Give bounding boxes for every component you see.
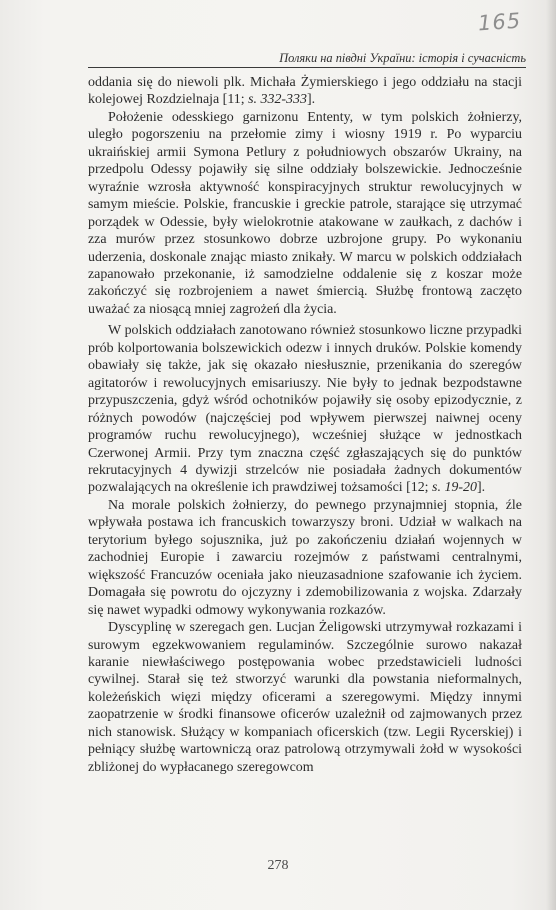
citation-pages: s. 19-20 [432, 480, 477, 496]
running-head-title: Поляки на півдні України: історія і сучасність [279, 51, 526, 65]
citation-pages: s. 332-333 [248, 92, 307, 108]
binding-shadow [546, 0, 556, 910]
body-text [88, 74, 522, 776]
handwritten-page-number: 165 [477, 8, 522, 36]
paragraph: Na morale polskich żołnierzy, do pewnego przynajmniej stopnia, źle wpływała postawa ich francuskich towarzyszy broni. Udział w walkach na terytorium byłego sojusznika, już po zakończeniu działań wojennych w zachodniej Europie i zawarciu rozejmów z państwami centralnymi, większość Francuzów oceniała jako nieuzasadnione szafowanie ich życiem. Domagała się powrotu do ojczyzny i zdemobilizowania z wojska. Zdarzały się nawet wypadki odmowy wykonywania rozkazów. [88, 497, 522, 618]
paragraph: W polskich oddziałach zanotowano również stosunkowo liczne przypadki prób kolportowania bolszewickich odezw i innych druków. Polskie komendy obawiały się także, jak się okazało niesłusznie, przenikania do szeregów agitatorów i rewolucyjnych emisariuszy. Nie były to jednak bezpodstawne przypuszczenia, gdyż wśród ochotników pojawiły się osoby epizodycznie, z różnych powodów (najczęściej pod wpływem pierwszej naiwnej oceny programów ruchu rewolucyjnego), wcześniej służące w jednostkach Czerwonej Armii. Przy tym znaczna część zgłaszających się do punktów rekrutacyjnych 4 dywizji strzelców nie posiadała żadnych dokumentów pozwalających na określenie ich prawdziwej tożsamości [12; s. 19-20]. [88, 323, 522, 496]
paragraph: Położenie odesskiego garnizonu Ententy, w tym polskich żołnierzy, uległo pogorszeniu na przełomie zimy i wiosny 1919 r. Po wyparciu ukraińskiej armii Symona Petlury z południowych obszarów Ukrainy, na przedpolu Odessy pojawiły się silne oddziały bolszewickie. Jednocześnie wyraźnie wzrosła aktywność konspiracyjnych struktur rewolucyjnych w samym mieście. Polskie, francuskie i greckie patrole, starające się utrzymać porządek w Odessie, były wielokrotnie atakowane w zaułkach, z dachów i zza murów przez stosunkowo dobrze uzbrojone grupy. Po wykonaniu uderzenia, doskonale znając miasto znikały. W marcu w polskich oddziałach zapanowało przekonanie, iż samodzielne oddalenie się z koszar może zakończyć się rozbrojeniem a nawet śmiercią. Służbę frontową zaczęto uważać za niosącą mniej zagrożeń dla życia. [88, 109, 522, 317]
paragraph: Dyscyplinę w szeregach gen. Lucjan Żeligowski utrzymywał rozkazami i surowym egzekwowaniem regulaminów. Szczególnie surowo nakazał karanie niewłaściwego postępowania wobec przedstawicieli ludności cywilnej. Starał się też stworzyć warunki dla powstania nieformalnych, koleżeńskich więzi między oficerami a szeregowymi. Między innymi zaopatrzenie w środki finansowe oficerów uzależnił od zajmowanych przez nich stanowisk. Służący w kompaniach oficerskich (tzw. Legii Rycerskiej) i pełniący służbę wartowniczą oraz patrolową otrzymywali żołd w wysokości zbliżonej do wypłacanego szeregowcom [88, 620, 522, 775]
page-number: 278 [267, 858, 289, 873]
running-head [88, 45, 526, 68]
paragraph: oddania się do niewoli plk. Michała Żymierskiego i jego oddziału na stacji kolejowej Rozdzielnaja [11; s. 332-333]. [88, 75, 522, 108]
